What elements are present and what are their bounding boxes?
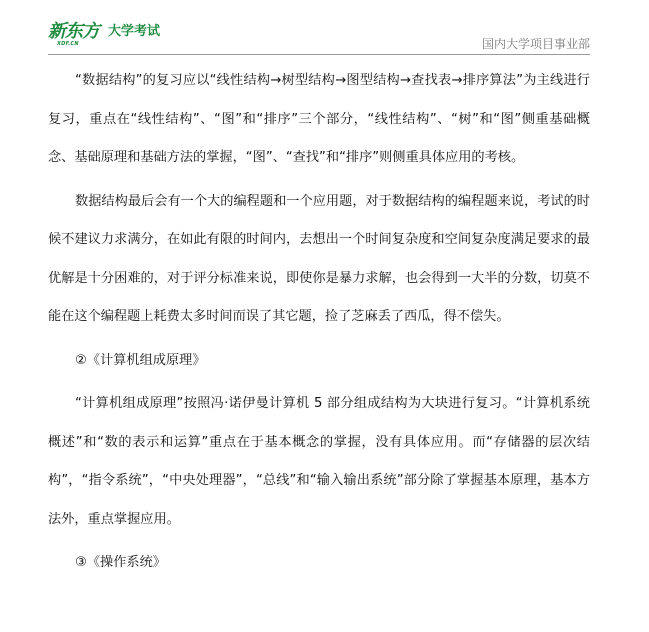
header-divider <box>48 54 590 55</box>
department-label: 国内大学项目事业部 <box>481 37 590 51</box>
logo-sub-text: XDF.CN <box>57 41 79 47</box>
paragraph-data-structure-review: “数据结构”的复习应以“线性结构→树型结构→图型结构→查找表→排序算法”为主线进行复习，重点在“线性结构”、“图”和“排序”三个部分，“线性结构”、“树”和“图”侧重基础概念、基础原理和基础方法的掌握，“图”、“查找”和“排序”则侧重具体应用的考核。 <box>48 73 590 165</box>
section-heading-computer-organization: ②《计算机组成原理》 <box>75 352 206 368</box>
section-heading-operating-system: ③《操作系统》 <box>75 555 166 570</box>
paragraph-computer-organization: “计算机组成原理”按照冯·诺伊曼计算机 5 部分组成结构为大块进行复习。“计算机系统概述”和“数的表示和运算”重点在于基本概念的掌握，没有具体应用。而“存储器的层次结构”，“指令系统”，“中央处理器”，“总线”和“输入输出系统”部分除了掌握基本原理，基本方法外，重点掌握应用。 <box>48 396 590 527</box>
logo-brand-text: 新东方 <box>48 21 99 42</box>
xdf-logo <box>48 21 161 47</box>
logo-brand <box>48 21 99 47</box>
document-body <box>48 62 590 588</box>
page-header <box>0 0 649 60</box>
paragraph-programming-advice: 数据结构最后会有一个大的编程题和一个应用题，对于数据结构的编程题来说，考试的时候不建议力求满分，在如此有限的时间内，去想出一个时间复杂度和空间复杂度满足要求的最优解是十分困难的，对于评分标准来说，即使你是暴力求解，也会得到一大半的分数，切莫不能在这个编程题上耗费太多时间而误了其它题，捡了芝麻丢了西瓜，得不偿失。 <box>48 193 590 324</box>
logo-tagline: 大学考试 <box>108 24 161 39</box>
